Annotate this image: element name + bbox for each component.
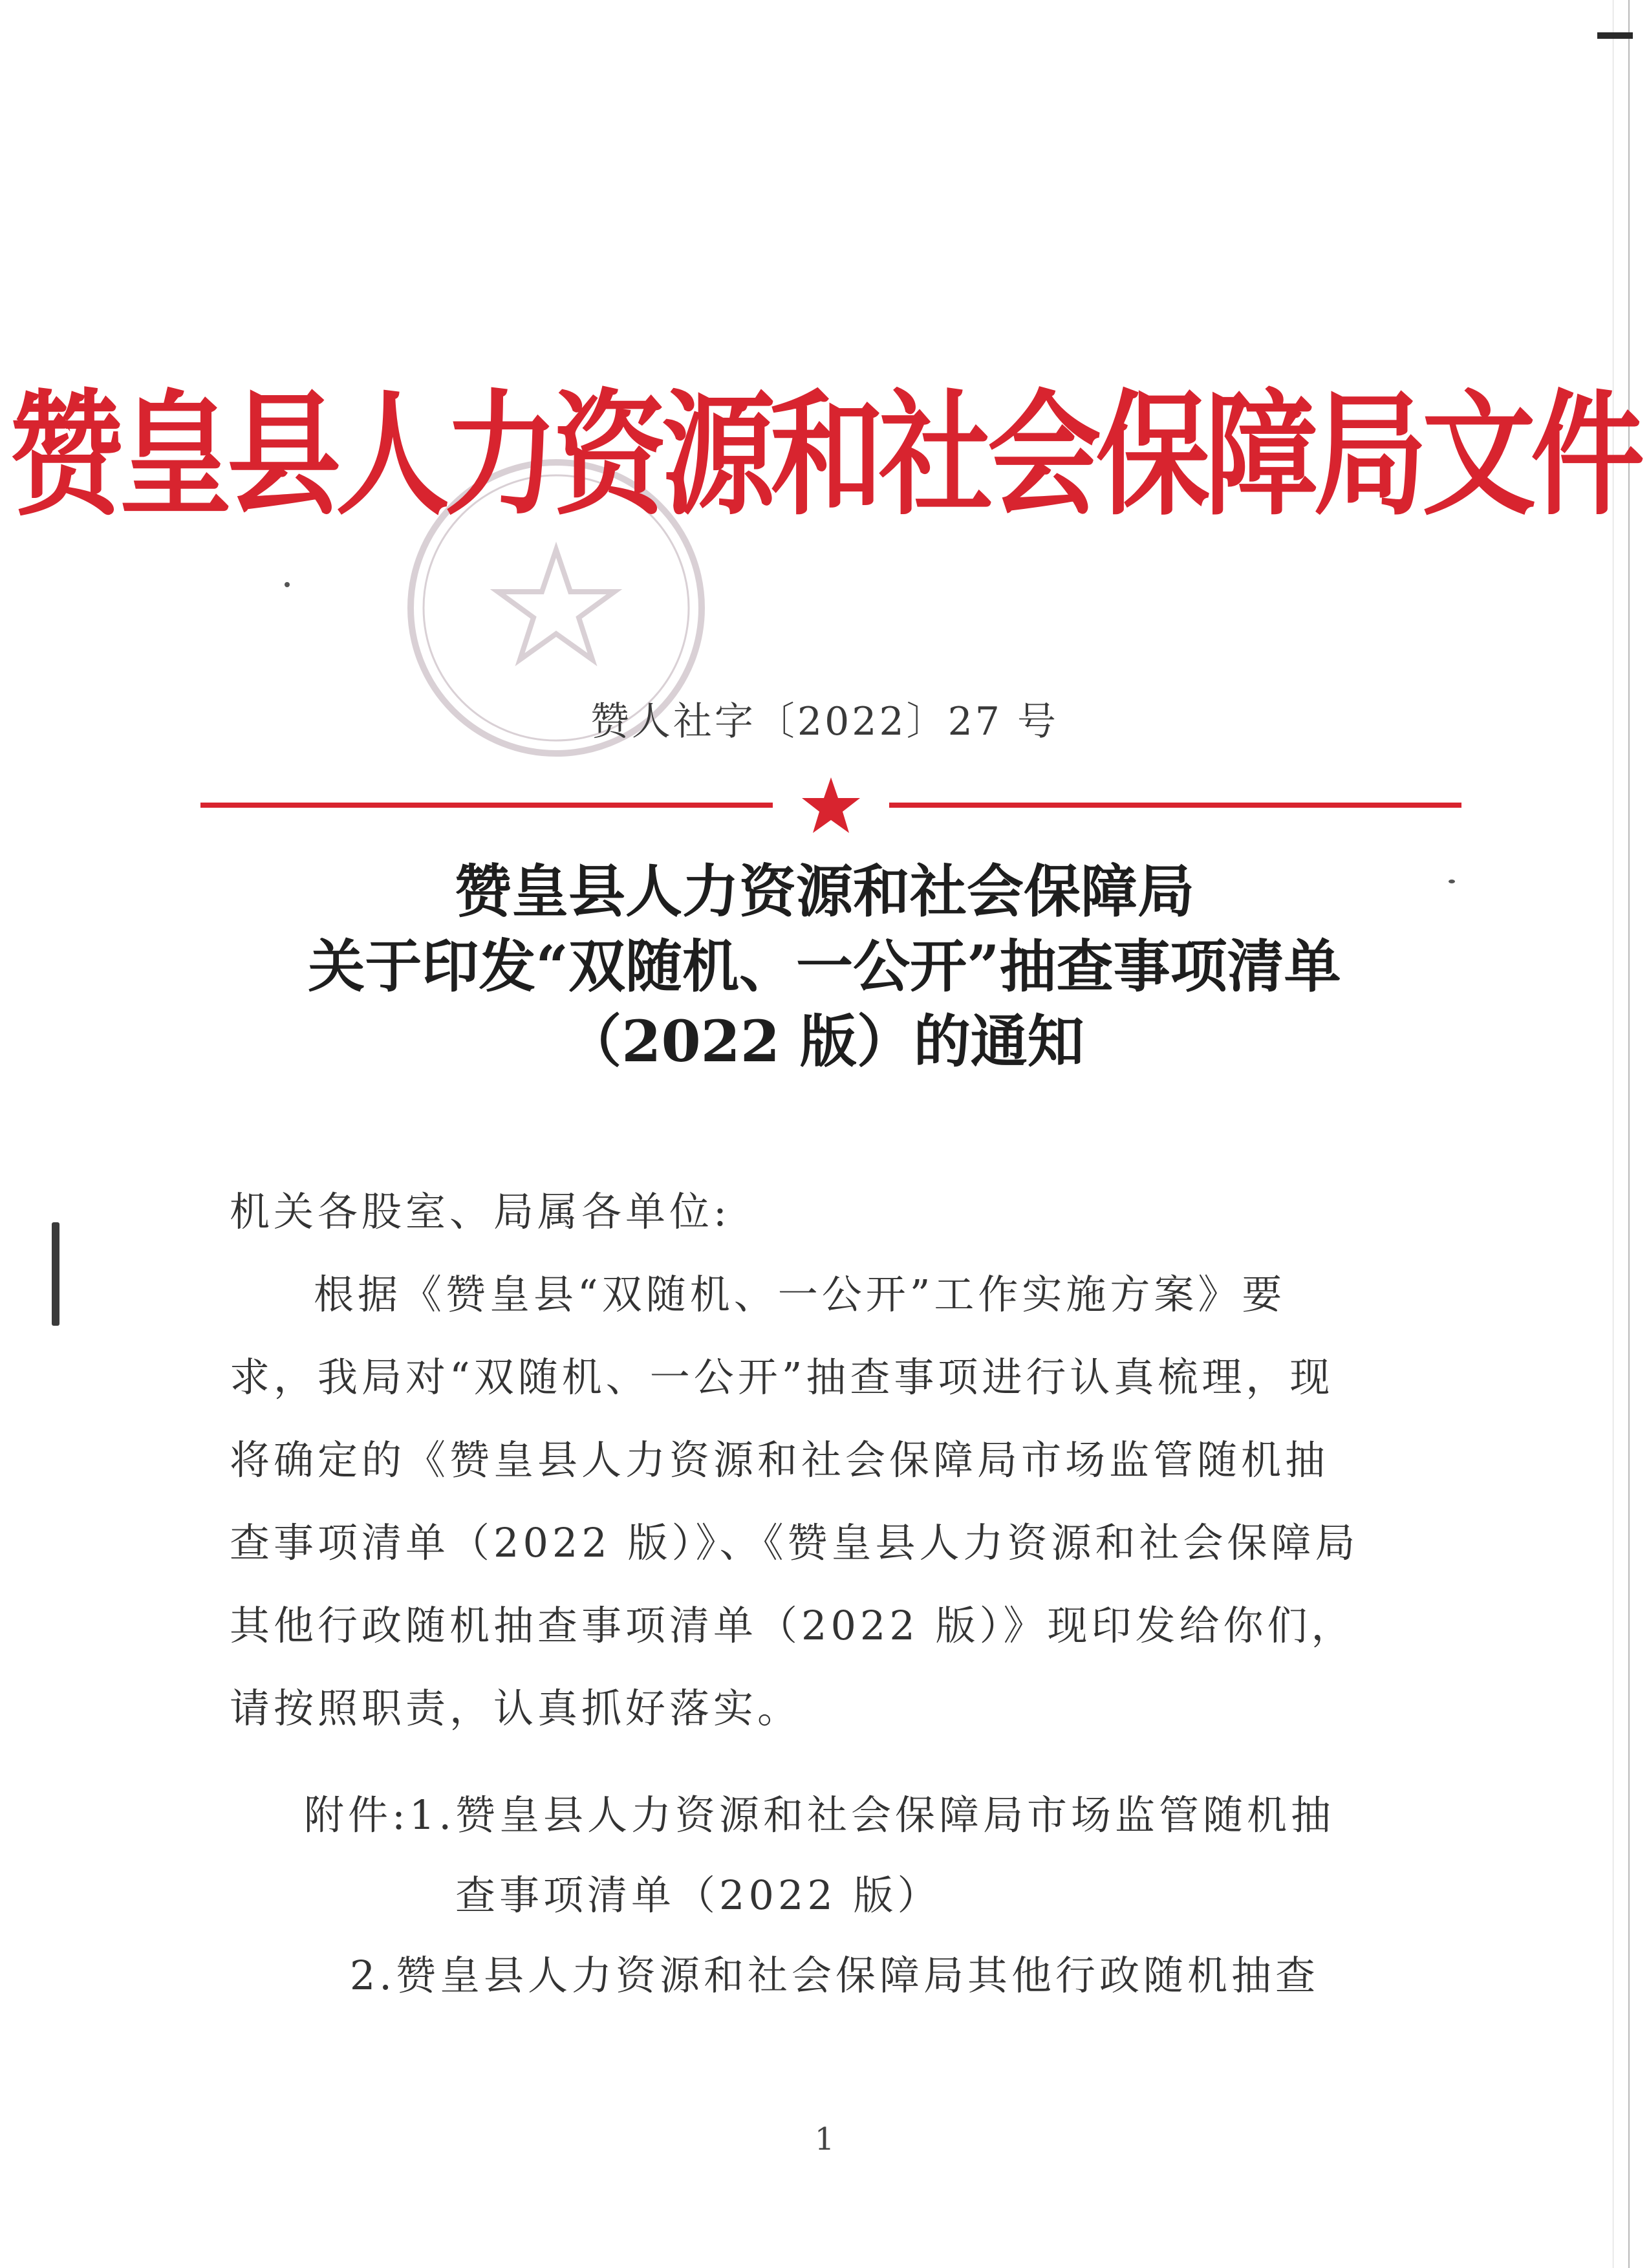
star-icon bbox=[802, 777, 860, 833]
attachment-number: 2. bbox=[349, 1952, 396, 1999]
attachment-number: 1. bbox=[409, 1791, 456, 1839]
title-line-2: 关于印发“双随机、一公开”抽查事项清单 bbox=[308, 933, 1341, 1000]
salutation: 机关各股室、局属各单位: bbox=[230, 1188, 731, 1235]
page-number: 1 bbox=[814, 2121, 835, 2157]
notice-title bbox=[0, 854, 1649, 1079]
attachment-item bbox=[409, 1775, 1377, 1936]
scan-speck bbox=[285, 582, 290, 587]
body-text bbox=[230, 1171, 1368, 1750]
body-paragraph: 根据《赞皇县“双随机、一公开”工作实施方案》要求，我局对“双随机、一公开”抽查事项进行认真梳理，现将确定的《赞皇县人力资源和社会保障局市场监管随机抽查事项清单（2022 版）》、《赞皇县人力资源和社会保障局其他行政随机抽查事项清单（2022 版）》现印发给你们，请按照职责，认真抓好落实。 bbox=[230, 1271, 1359, 1732]
attachments bbox=[304, 1775, 1377, 2016]
scan-edge bbox=[1628, 0, 1630, 2268]
scan-corner-mark bbox=[1597, 32, 1633, 39]
red-header-title: 赞皇县人力资源和社会保障局文件 bbox=[9, 376, 1639, 534]
attachment-text: 赞皇县人力资源和社会保障局其他行政随机抽查 bbox=[396, 1952, 1320, 1999]
attachment-text: 赞皇县人力资源和社会保障局市场监管随机抽查事项清单（2022 版） bbox=[455, 1791, 1335, 1919]
red-divider bbox=[200, 776, 1461, 834]
title-line-1: 赞皇县人力资源和社会保障局 bbox=[454, 858, 1194, 925]
attachments-label: 附件: bbox=[304, 1791, 409, 1839]
document-number: 赞人社字〔2022〕27 号 bbox=[590, 699, 1059, 744]
scan-mark bbox=[52, 1222, 59, 1326]
title-line-3: （2022 版）的通知 bbox=[565, 1008, 1084, 1075]
